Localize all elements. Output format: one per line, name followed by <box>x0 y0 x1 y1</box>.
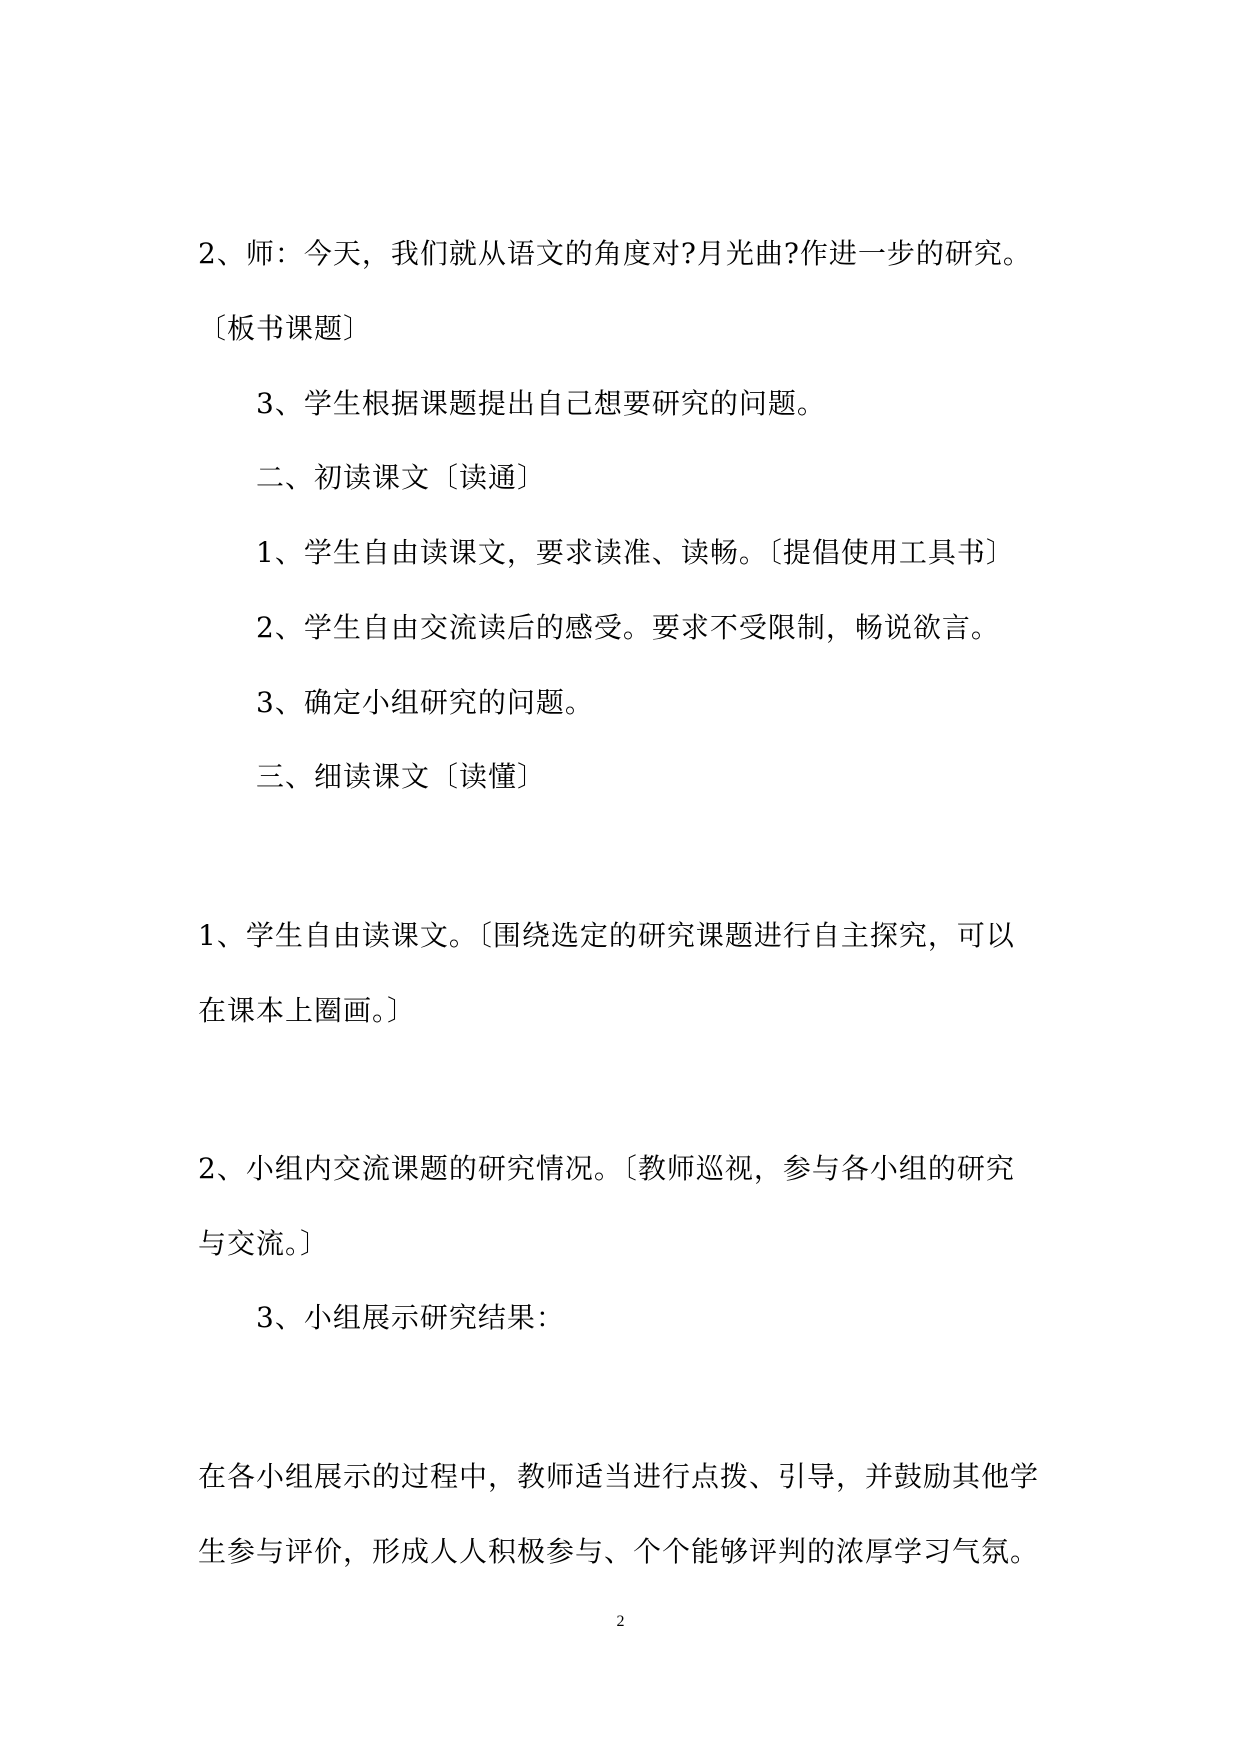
section-heading: 三、细读课文〔读懂〕 <box>256 760 547 793</box>
paragraph-line: 在课本上圈画。〕 <box>198 994 417 1027</box>
paragraph-line: 〔板书课题〕 <box>198 312 373 345</box>
paragraph-line: 3、学生根据课题提出自己想要研究的问题。 <box>256 387 826 420</box>
paragraph-line: 与交流。〕 <box>198 1227 330 1260</box>
paragraph-line: 2、学生自由交流读后的感受。要求不受限制，畅说欲言。 <box>256 611 1000 644</box>
section-heading: 二、初读课文〔读通〕 <box>256 461 547 494</box>
paragraph-line: 3、小组展示研究结果： <box>256 1301 565 1334</box>
paragraph-line: 1、学生自由读课文。〔围绕选定的研究课题进行自主探究，可以 <box>198 919 1015 952</box>
paragraph-line: 生参与评价，形成人人积极参与、个个能够评判的浓厚学习气氛。 <box>198 1535 1040 1568</box>
page-number: 2 <box>616 1613 625 1630</box>
paragraph-line: 2、小组内交流课题的研究情况。〔教师巡视，参与各小组的研究 <box>198 1152 1015 1185</box>
paragraph-line: 在各小组展示的过程中，教师适当进行点拨、引导，并鼓励其他学 <box>198 1460 1040 1493</box>
paragraph-line: 2、师：今天，我们就从语文的角度对?月光曲?作进一步的研究。 <box>198 237 1032 270</box>
paragraph-line: 1、学生自由读课文，要求读准、读畅。〔提倡使用工具书〕 <box>256 536 1015 569</box>
paragraph-line: 3、确定小组研究的问题。 <box>256 686 594 719</box>
